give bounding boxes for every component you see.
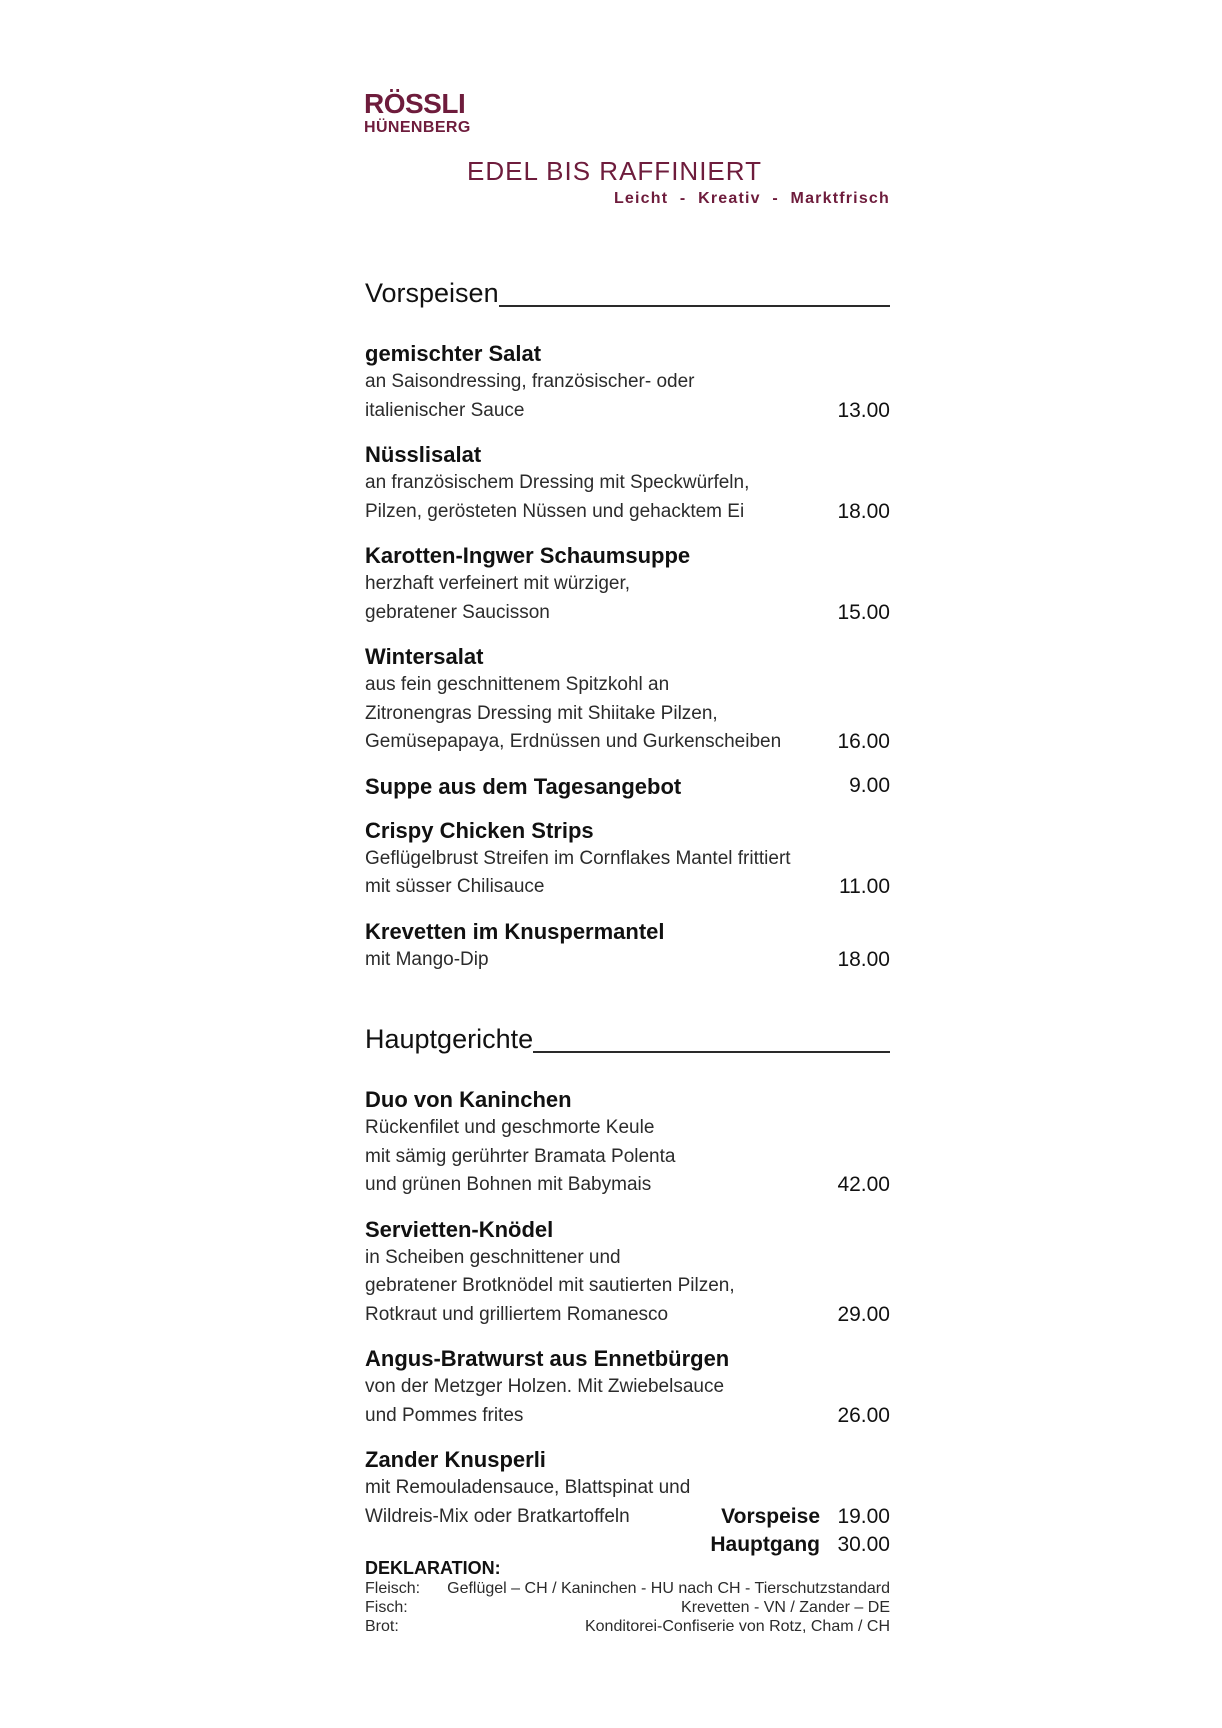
menu-item xyxy=(365,817,890,902)
item-price: 29.00 xyxy=(837,1302,890,1326)
item-desc-line: mit süsser Chilisauce xyxy=(365,876,545,897)
item-desc-line: und Pommes frites xyxy=(365,1404,524,1426)
logo-city: HÜNENBERG xyxy=(364,119,471,136)
item-desc-line: an Saisondressing, französischer- oder xyxy=(365,371,695,392)
item-price: 18.00 xyxy=(837,947,890,971)
menu-item xyxy=(365,542,890,627)
item-desc-line: an französischem Dressing mit Speckwürfeln, xyxy=(365,472,750,493)
menu-item xyxy=(365,643,890,757)
item-name: Duo von Kaninchen xyxy=(365,1087,572,1112)
item-desc-line: mit Mango-Dip xyxy=(365,948,489,970)
declaration-row xyxy=(365,1617,890,1636)
menu-section xyxy=(365,1022,890,1556)
section-title-text: Hauptgerichte xyxy=(365,1024,534,1054)
item-name: gemischter Salat xyxy=(365,341,542,366)
declaration-block xyxy=(365,1557,890,1636)
item-desc-line: mit sämig gerührter Bramata Polenta xyxy=(365,1145,676,1167)
item-desc-line: herzhaft verfeinert mit würziger, xyxy=(365,573,631,594)
item-price-options xyxy=(710,1503,890,1560)
menu-content xyxy=(365,276,890,1636)
item-name: Suppe aus dem Tagesangebot xyxy=(365,773,682,799)
item-desc-line: gebratener Brotknödel mit sautierten Pilzen, xyxy=(365,1275,735,1296)
item-price: 16.00 xyxy=(837,730,890,753)
restaurant-logo xyxy=(364,90,471,136)
item-name: Servietten-Knödel xyxy=(365,1216,554,1242)
item-desc-line: italienischer Sauce xyxy=(365,399,525,421)
menu-section xyxy=(365,276,890,974)
item-price: 15.00 xyxy=(837,600,890,624)
item-desc-line: Wildreis-Mix oder Bratkartoffeln xyxy=(365,1505,630,1527)
price-option-label: Hauptgang xyxy=(710,1533,820,1556)
section-title-underline xyxy=(499,276,890,307)
item-desc-line: von der Metzger Holzen. Mit Zwiebelsauce xyxy=(365,1376,725,1397)
item-desc-line: in Scheiben geschnittener und xyxy=(365,1246,621,1268)
declaration-value: Konditorei-Confiserie von Rotz, Cham / CH xyxy=(584,1618,890,1635)
price-option-label: Vorspeise xyxy=(721,1504,820,1528)
item-desc-line: Pilzen, gerösteten Nüssen und gehacktem Ei xyxy=(365,500,745,522)
section-title xyxy=(365,276,890,310)
item-price: 13.00 xyxy=(837,398,890,422)
price-option-value: 30.00 xyxy=(837,1533,890,1556)
price-option xyxy=(710,1531,890,1560)
section-title xyxy=(365,1022,890,1056)
item-price: 18.00 xyxy=(837,499,890,523)
item-name: Nüsslisalat xyxy=(365,442,482,467)
item-name: Zander Knusperli xyxy=(365,1447,546,1472)
menu-item xyxy=(365,1446,890,1556)
item-price: 26.00 xyxy=(837,1403,890,1427)
item-name: Karotten-Ingwer Schaumsuppe xyxy=(365,543,691,568)
menu-tagline: EDEL BIS RAFFINIERT xyxy=(467,156,762,186)
declaration-label: Fisch: xyxy=(365,1599,408,1616)
item-desc-line: aus fein geschnittenem Spitzkohl an xyxy=(365,674,670,695)
item-desc-line: Gemüsepapaya, Erdnüssen und Gurkenscheiben xyxy=(365,731,782,752)
menu-item xyxy=(365,773,890,801)
declaration-label: Fleisch: xyxy=(365,1580,421,1597)
item-desc-line: Rückenfilet und geschmorte Keule xyxy=(365,1117,655,1138)
item-desc-line: Zitronengras Dressing mit Shiitake Pilzen, xyxy=(365,702,718,724)
menu-item xyxy=(365,340,890,425)
item-desc-line: mit Remouladensauce, Blattspinat und xyxy=(365,1477,691,1498)
item-desc-line: und grünen Bohnen mit Babymais xyxy=(365,1174,652,1195)
menu-item xyxy=(365,1216,890,1330)
menu-item xyxy=(365,918,890,975)
section-title-underline xyxy=(533,1022,890,1053)
price-option xyxy=(710,1503,890,1532)
declaration-row xyxy=(365,1598,890,1617)
declaration-value: Geflügel – CH / Kaninchen - HU nach CH - Tierschutzstandard xyxy=(447,1580,890,1597)
item-desc-line: Rotkraut und grilliertem Romanesco xyxy=(365,1303,669,1325)
item-price: 11.00 xyxy=(839,875,890,898)
declaration-value: Krevetten - VN / Zander – DE xyxy=(681,1599,890,1616)
declaration-row xyxy=(365,1579,890,1598)
item-name: Angus-Bratwurst aus Ennetbürgen xyxy=(365,1346,730,1371)
item-price: 9.00 xyxy=(849,774,890,797)
item-price: 42.00 xyxy=(837,1173,890,1196)
item-name: Krevetten im Knuspermantel xyxy=(365,918,665,944)
menu-item xyxy=(365,441,890,526)
menu-item xyxy=(365,1086,890,1200)
logo-name: RÖSSLI xyxy=(364,88,466,119)
menu-subtagline: Leicht - Kreativ - Marktfrisch xyxy=(613,190,890,207)
item-desc-line: gebratener Saucisson xyxy=(365,601,550,623)
item-desc-line: Geflügelbrust Streifen im Cornflakes Mantel frittiert xyxy=(365,847,791,869)
item-name: Wintersalat xyxy=(365,644,484,669)
item-name: Crispy Chicken Strips xyxy=(365,817,594,843)
declaration-title: DEKLARATION: xyxy=(365,1558,501,1578)
declaration-label: Brot: xyxy=(365,1618,399,1635)
section-title-text: Vorspeisen xyxy=(365,278,499,308)
menu-item xyxy=(365,1345,890,1430)
price-option-value: 19.00 xyxy=(837,1504,890,1528)
